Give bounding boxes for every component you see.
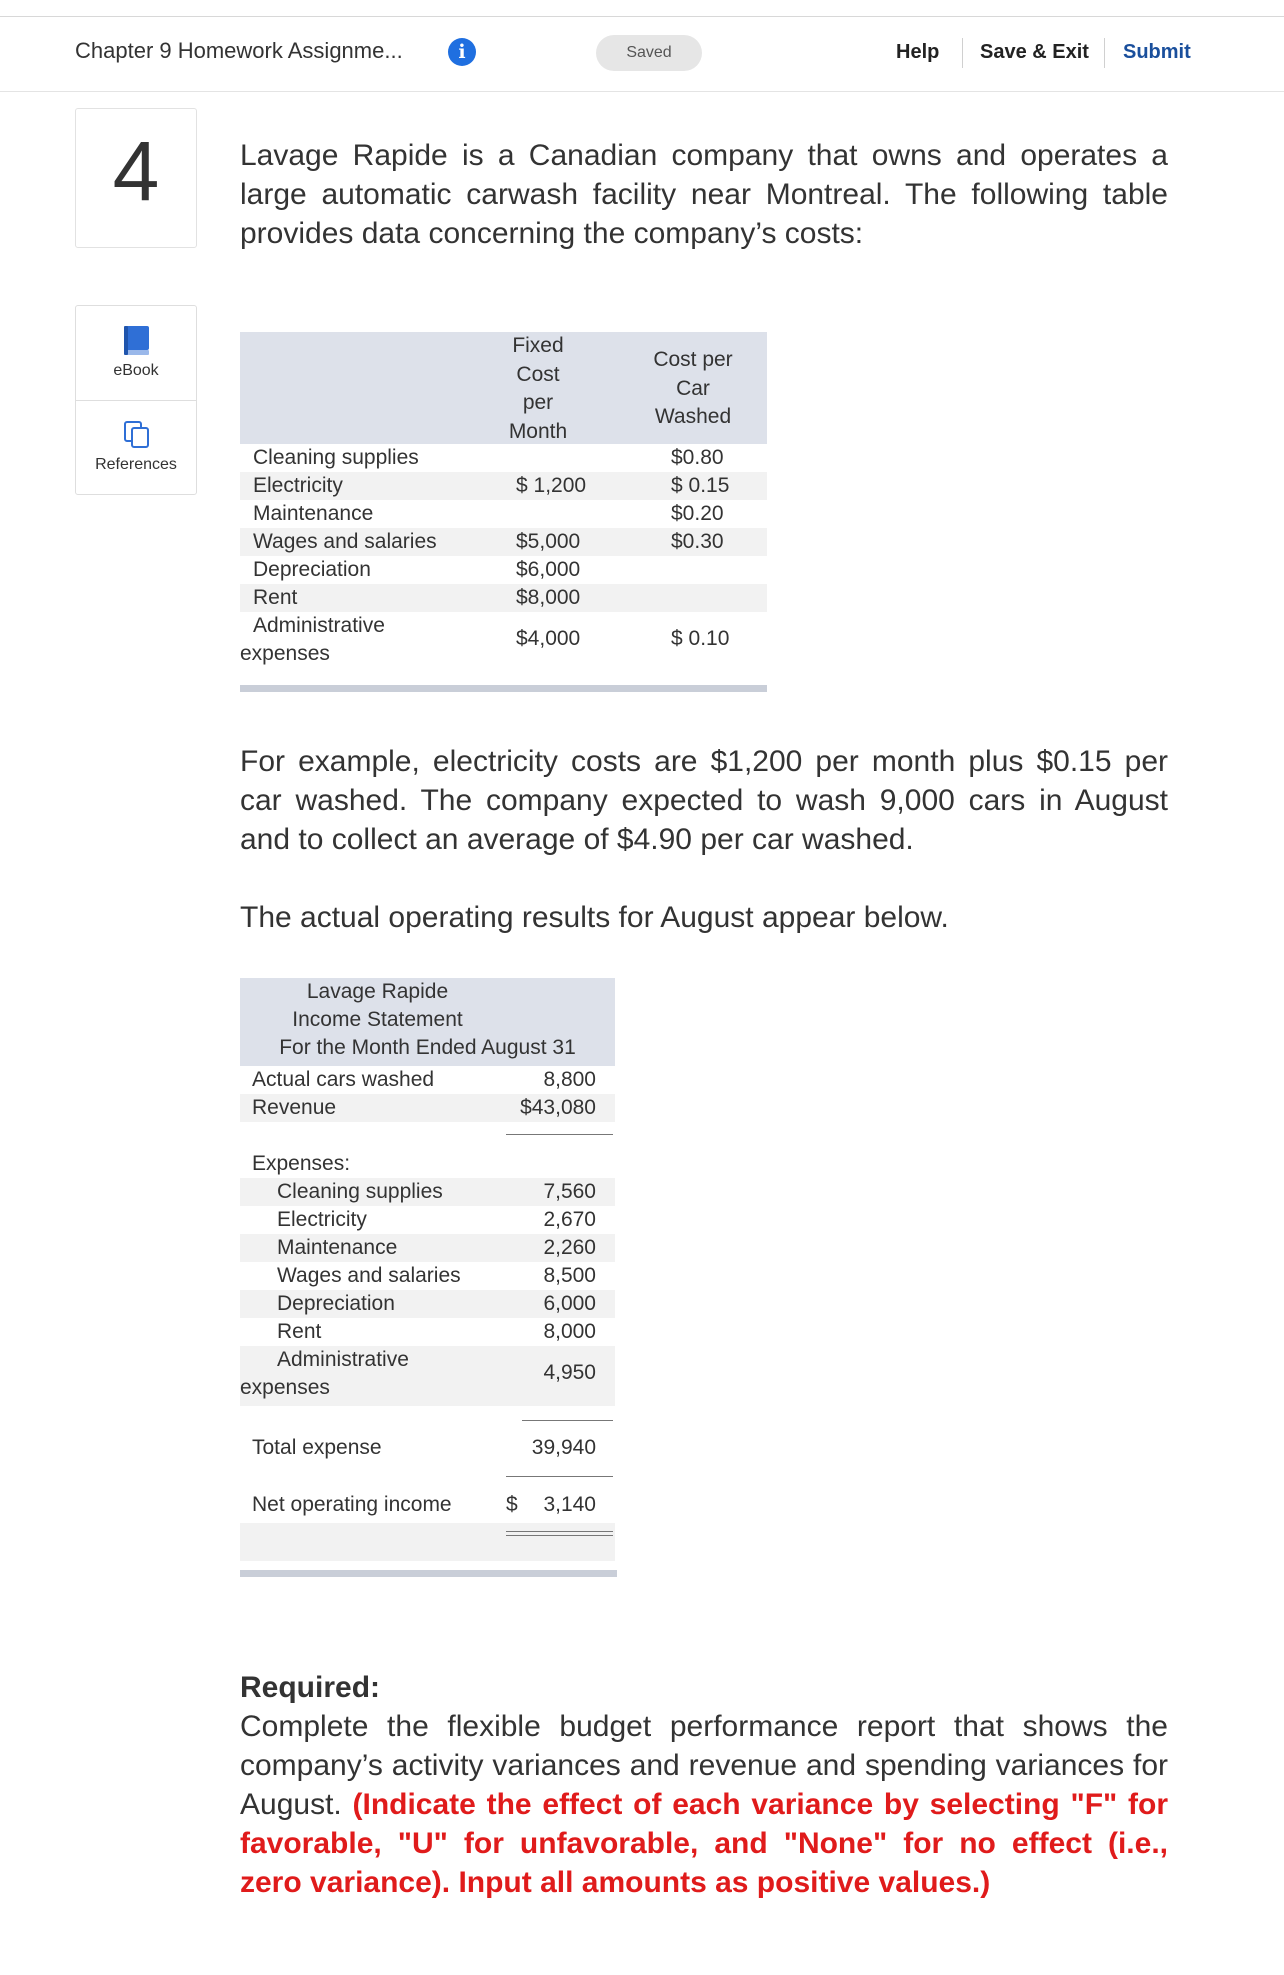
variable-cost-cell: $ 0.10 (671, 627, 730, 650)
row-value: 7,560 (543, 1180, 596, 1203)
row-label: Total expense (252, 1436, 382, 1459)
table-row (240, 1434, 615, 1462)
book-icon (123, 325, 151, 357)
sidebar-item-label: References (95, 456, 177, 473)
row-value: 4,950 (543, 1361, 596, 1384)
dollar-sign: $ (506, 1493, 518, 1516)
fixed-cost-cell: $5,000 (516, 530, 581, 553)
table-row (240, 1318, 615, 1346)
row-value: 3,140 (543, 1493, 596, 1516)
row-value: 2,670 (543, 1208, 596, 1231)
header-separator (1104, 38, 1105, 68)
table-row (240, 1234, 615, 1262)
sidebar-item-label: eBook (113, 362, 159, 379)
double-underline (506, 1535, 613, 1536)
table-bottom-border (240, 1570, 617, 1577)
row-label: Maintenance (253, 502, 374, 525)
table-row (240, 472, 767, 500)
header-separator (962, 38, 963, 68)
row-label: Depreciation (253, 558, 371, 581)
table-row (240, 584, 767, 612)
fixed-cost-cell: $ 1,200 (516, 474, 587, 497)
row-label: Revenue (252, 1096, 337, 1119)
row-label: Administrative (277, 1348, 409, 1371)
sidebar-item-references[interactable] (76, 400, 196, 494)
question-intro: Lavage Rapide is a Canadian company that owns and operates a large automatic carwash facility near Montreal. The following table provides data concerning the company’s costs: (240, 139, 1168, 250)
variable-cost-cell: $0.30 (671, 530, 724, 553)
table-row (240, 1290, 615, 1318)
submit-button[interactable]: Submit (1123, 41, 1191, 63)
row-label: Depreciation (277, 1292, 395, 1315)
table-row (240, 1066, 615, 1094)
row-label: Actual cars washed (252, 1068, 435, 1091)
row-value: 6,000 (543, 1292, 596, 1315)
variable-cost-cell: $0.20 (671, 502, 724, 525)
row-label-continued: expenses (240, 1376, 330, 1399)
table-row (240, 1150, 615, 1178)
table-row (240, 500, 767, 528)
table-row (240, 1094, 615, 1122)
resource-sidebar (75, 305, 197, 495)
table-row (240, 528, 767, 556)
row-label: Administrative (253, 614, 385, 637)
fixed-cost-cell: $8,000 (516, 586, 581, 609)
row-value: 2,260 (543, 1236, 596, 1259)
copy-pages-icon (123, 420, 151, 450)
row-label: Cleaning supplies (277, 1180, 443, 1203)
row-value: 8,800 (543, 1068, 596, 1091)
row-value: $43,080 (520, 1096, 596, 1119)
table-row (240, 556, 767, 584)
row-value: 8,000 (543, 1320, 596, 1343)
row-label: Electricity (253, 474, 343, 497)
row-label: Expenses: (252, 1152, 351, 1175)
variable-cost-cell: $ 0.15 (671, 474, 730, 497)
required-instruction: (Indicate the effect of each variance by selecting "F" for favorable, "U" for unfavorable, and "None" for no effect (i.e., zero variance). Input all amounts as positive values.) (240, 1788, 1168, 1899)
statement-title: Income Statement (292, 1008, 463, 1031)
sidebar-item-ebook[interactable] (76, 306, 196, 401)
fixed-cost-cell: $6,000 (516, 558, 581, 581)
row-label: Electricity (277, 1208, 367, 1231)
row-label: Cleaning supplies (253, 446, 419, 469)
double-underline (506, 1531, 613, 1532)
example-text: For example, electricity costs are $1,200 per month plus $0.15 per car washed. The company expected to wash 9,000 cars in August and to collect an average of $4.90 per car washed. (240, 745, 1168, 856)
row-label-continued: expenses (240, 642, 330, 665)
variable-cost-cell: $0.80 (671, 446, 724, 469)
fixed-cost-cell: $4,000 (516, 627, 581, 650)
row-label: Maintenance (277, 1236, 398, 1259)
row-label: Wages and salaries (277, 1264, 461, 1287)
table-row (240, 612, 767, 672)
required-section (240, 1668, 1168, 1902)
table-bottom-border (240, 685, 767, 692)
table-row (240, 1491, 615, 1519)
table-row (240, 444, 767, 472)
underline (522, 1420, 613, 1421)
info-icon[interactable]: i (448, 38, 476, 66)
variable-cost-header: Cost per Car Washed (653, 348, 733, 428)
row-value: 8,500 (543, 1264, 596, 1287)
row-label: Wages and salaries (253, 530, 437, 553)
row-label: Net operating income (252, 1493, 452, 1516)
required-text: Complete the flexible budget performance report that shows the company’s activity variances and revenue and spending variances for August. (240, 1710, 1168, 1821)
table-row (240, 1262, 615, 1290)
actual-results-text: The actual operating results for August appear below. (240, 901, 949, 934)
table-row (240, 1178, 615, 1206)
save-exit-button[interactable]: Save & Exit (980, 41, 1089, 63)
table-row (240, 1346, 615, 1406)
row-label: Rent (253, 586, 298, 609)
saved-status-badge: Saved (596, 35, 702, 71)
assignment-title[interactable]: Chapter 9 Homework Assignme... (75, 38, 403, 63)
row-label: Rent (277, 1320, 322, 1343)
help-button[interactable]: Help (896, 41, 940, 63)
table-row (240, 1206, 615, 1234)
question-number-box (75, 108, 197, 248)
fixed-cost-header: Fixed Cost per Month (508, 334, 568, 443)
underline (506, 1476, 613, 1477)
company-name: Lavage Rapide (306, 980, 449, 1003)
question-number: 4 (112, 124, 160, 218)
statement-period: For the Month Ended August 31 (279, 1036, 576, 1059)
underline (506, 1134, 613, 1135)
row-value: 39,940 (531, 1436, 596, 1459)
required-heading: Required: (240, 1671, 381, 1704)
table-row (240, 1523, 615, 1561)
